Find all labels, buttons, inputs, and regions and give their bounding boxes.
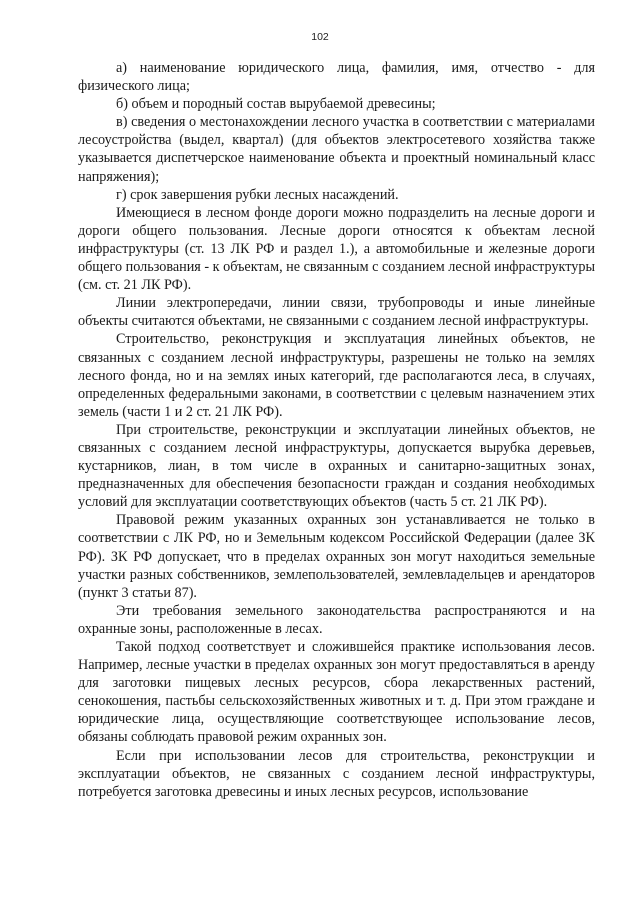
paragraph-roads: Имеющиеся в лесном фонде дороги можно подразделить на лесные дороги и дороги общего пользования. Лесные дороги относятся к объектам лесной инфраструктуры (ст. 13 ЛК РФ и раздел 1.), а автомобильные и железные дороги общего пользования - к объектам, не связанным с созданием лесной инфраструктуры (см. ст. 21 ЛК РФ).: [78, 204, 595, 294]
paragraph-legal-regime: Правовой режим указанных охранных зон устанавливается не только в соответствии с ЛК РФ, но и Земельным кодексом Российской Федерации (далее ЗК РФ). ЗК РФ допускает, что в пределах охранных зон могут находиться земельные участки разных собственников, землепользователей, землевладельцев и арендаторов (пункт 3 статьи 87).: [78, 512, 595, 601]
list-item-d: г) срок завершения рубки лесных насаждений.: [116, 186, 399, 203]
paragraph-felling: При строительстве, реконструкции и эксплуатации линейных объектов, не связанных с созданием лесной инфраструктуры, допускается вырубка деревьев, кустарников, лиан, в том числе в охранных и санитарно-защитных зонах, предназначенных для обеспечения безопасности граждан и создания необходимых условий для эксплуатации соответствующих объектов (часть 5 ст. 21 ЛК РФ).: [78, 421, 595, 511]
list-item-b: б) объем и породный состав вырубаемой древесины;: [116, 96, 436, 113]
list-item-a: а) наименование юридического лица, фамилия, имя, отчество - для физического лица;: [78, 60, 595, 95]
paragraph-harvesting: Если при использовании лесов для строительства, реконструкции и эксплуатации объектов, не связанных с созданием лесной инфраструктуры, потребуется заготовка древесины и иных лесных ресурсов, использование: [78, 747, 595, 800]
paragraph-construction: Строительство, реконструкция и эксплуатация линейных объектов, не связанных с созданием лесной инфраструктуры, разрешены не только на землях лесного фонда, но и на землях иных категорий, где располагаются леса, в случаях, определенных федеральными законами, в соответствии с целевым назначением этих земель (части 1 и 2 ст. 21 ЛК РФ).: [78, 331, 595, 420]
list-item-c: в) сведения о местонахождении лесного участка в соответствии с материалами лесоустройства (выдел, квартал) (для объектов электросетевого хозяйства также указывается диспетчерское наименование объекта и проектный номинальный класс напряжения);: [78, 114, 595, 185]
paragraph-requirements: Эти требования земельного законодательства распространяются и на охранные зоны, расположенные в лесах.: [78, 602, 595, 637]
paragraph-linear-objects: Линии электропередачи, линии связи, трубопроводы и иные линейные объекты считаются объектами, не связанными с созданием лесной инфраструктуры.: [78, 295, 595, 330]
page-number: 102: [311, 31, 329, 43]
paragraph-practice: Такой подход соответствует и сложившейся практике использования лесов. Например, лесные участки в пределах охранных зон могут предоставляться в аренду для заготовки пищевых лесных ресурсов, сбора лекарственных растений, сенокошения, пастьбы сельскохозяйственных животных и т. д. При этом граждане и юридические лица, осуществляющие соответствующее использование лесов, обязаны соблюдать правовой режим охранных зон.: [78, 639, 595, 746]
document-body: [78, 59, 595, 801]
